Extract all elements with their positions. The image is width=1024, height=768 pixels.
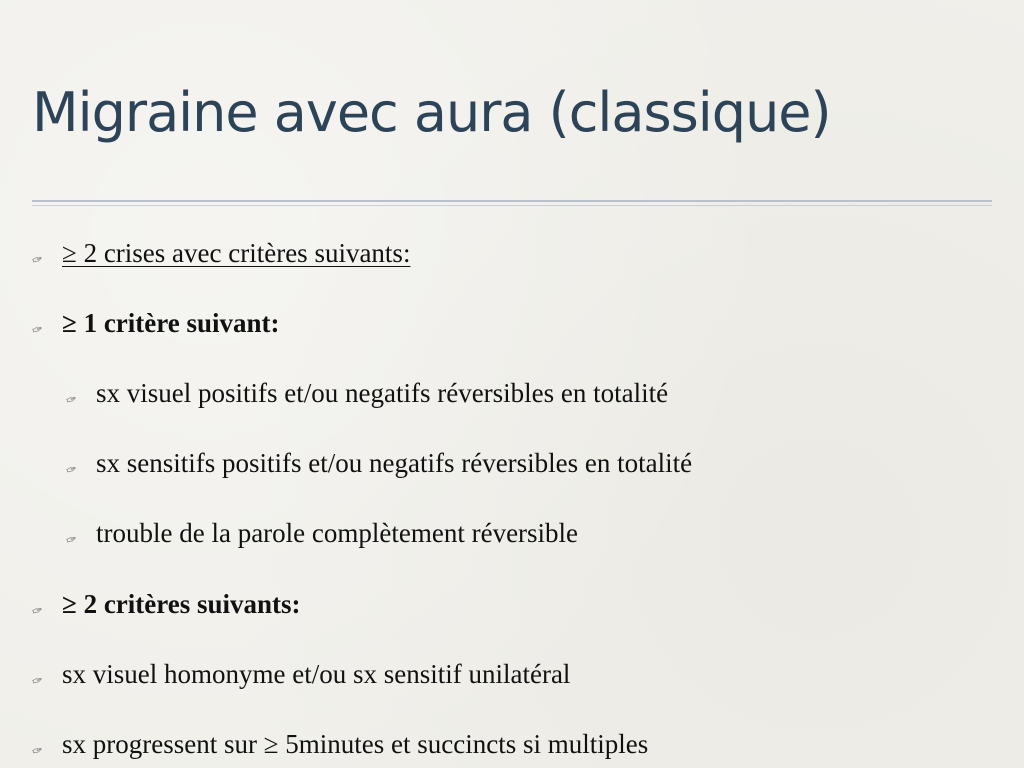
feather-quill-icon: ✑ <box>30 742 46 761</box>
bullet-text: ≥ 2 critères suivants: <box>62 589 301 619</box>
title-divider-secondary <box>32 205 992 206</box>
bullet-item <box>32 729 648 760</box>
bullet-text: sx visuel homonyme et/ou sx sensitif unilatéral <box>62 659 571 689</box>
feather-quill-icon: ✑ <box>30 602 46 621</box>
bullet-item <box>32 659 570 690</box>
bullet-text: sx sensitifs positifs et/ou negatifs réversibles en totalité <box>96 448 693 478</box>
feather-quill-icon: ✑ <box>64 391 80 410</box>
bullet-text: ≥ 1 critère suivant: <box>62 308 280 338</box>
sub-bullet-item <box>66 518 578 549</box>
feather-quill-icon: ✑ <box>64 461 80 480</box>
slide-title: Migraine avec aura (classique) <box>32 81 831 144</box>
sub-bullet-item <box>66 378 668 409</box>
bullet-item <box>32 589 301 620</box>
feather-quill-icon: ✑ <box>30 672 46 691</box>
title-divider <box>32 200 992 202</box>
feather-quill-icon: ✑ <box>30 251 46 270</box>
feather-quill-icon: ✑ <box>64 531 80 550</box>
bullet-text: ≥ 2 crises avec critères suivants: <box>62 238 411 268</box>
bullet-item <box>32 238 410 269</box>
bullet-text: sx visuel positifs et/ou negatifs réversibles en totalité <box>96 378 669 408</box>
feather-quill-icon: ✑ <box>30 321 46 340</box>
bullet-item <box>32 308 280 339</box>
sub-bullet-item <box>66 448 692 479</box>
bullet-text: trouble de la parole complètement réversible <box>96 518 579 548</box>
bullet-text: sx progressent sur ≥ 5minutes et succincts si multiples <box>62 729 649 759</box>
